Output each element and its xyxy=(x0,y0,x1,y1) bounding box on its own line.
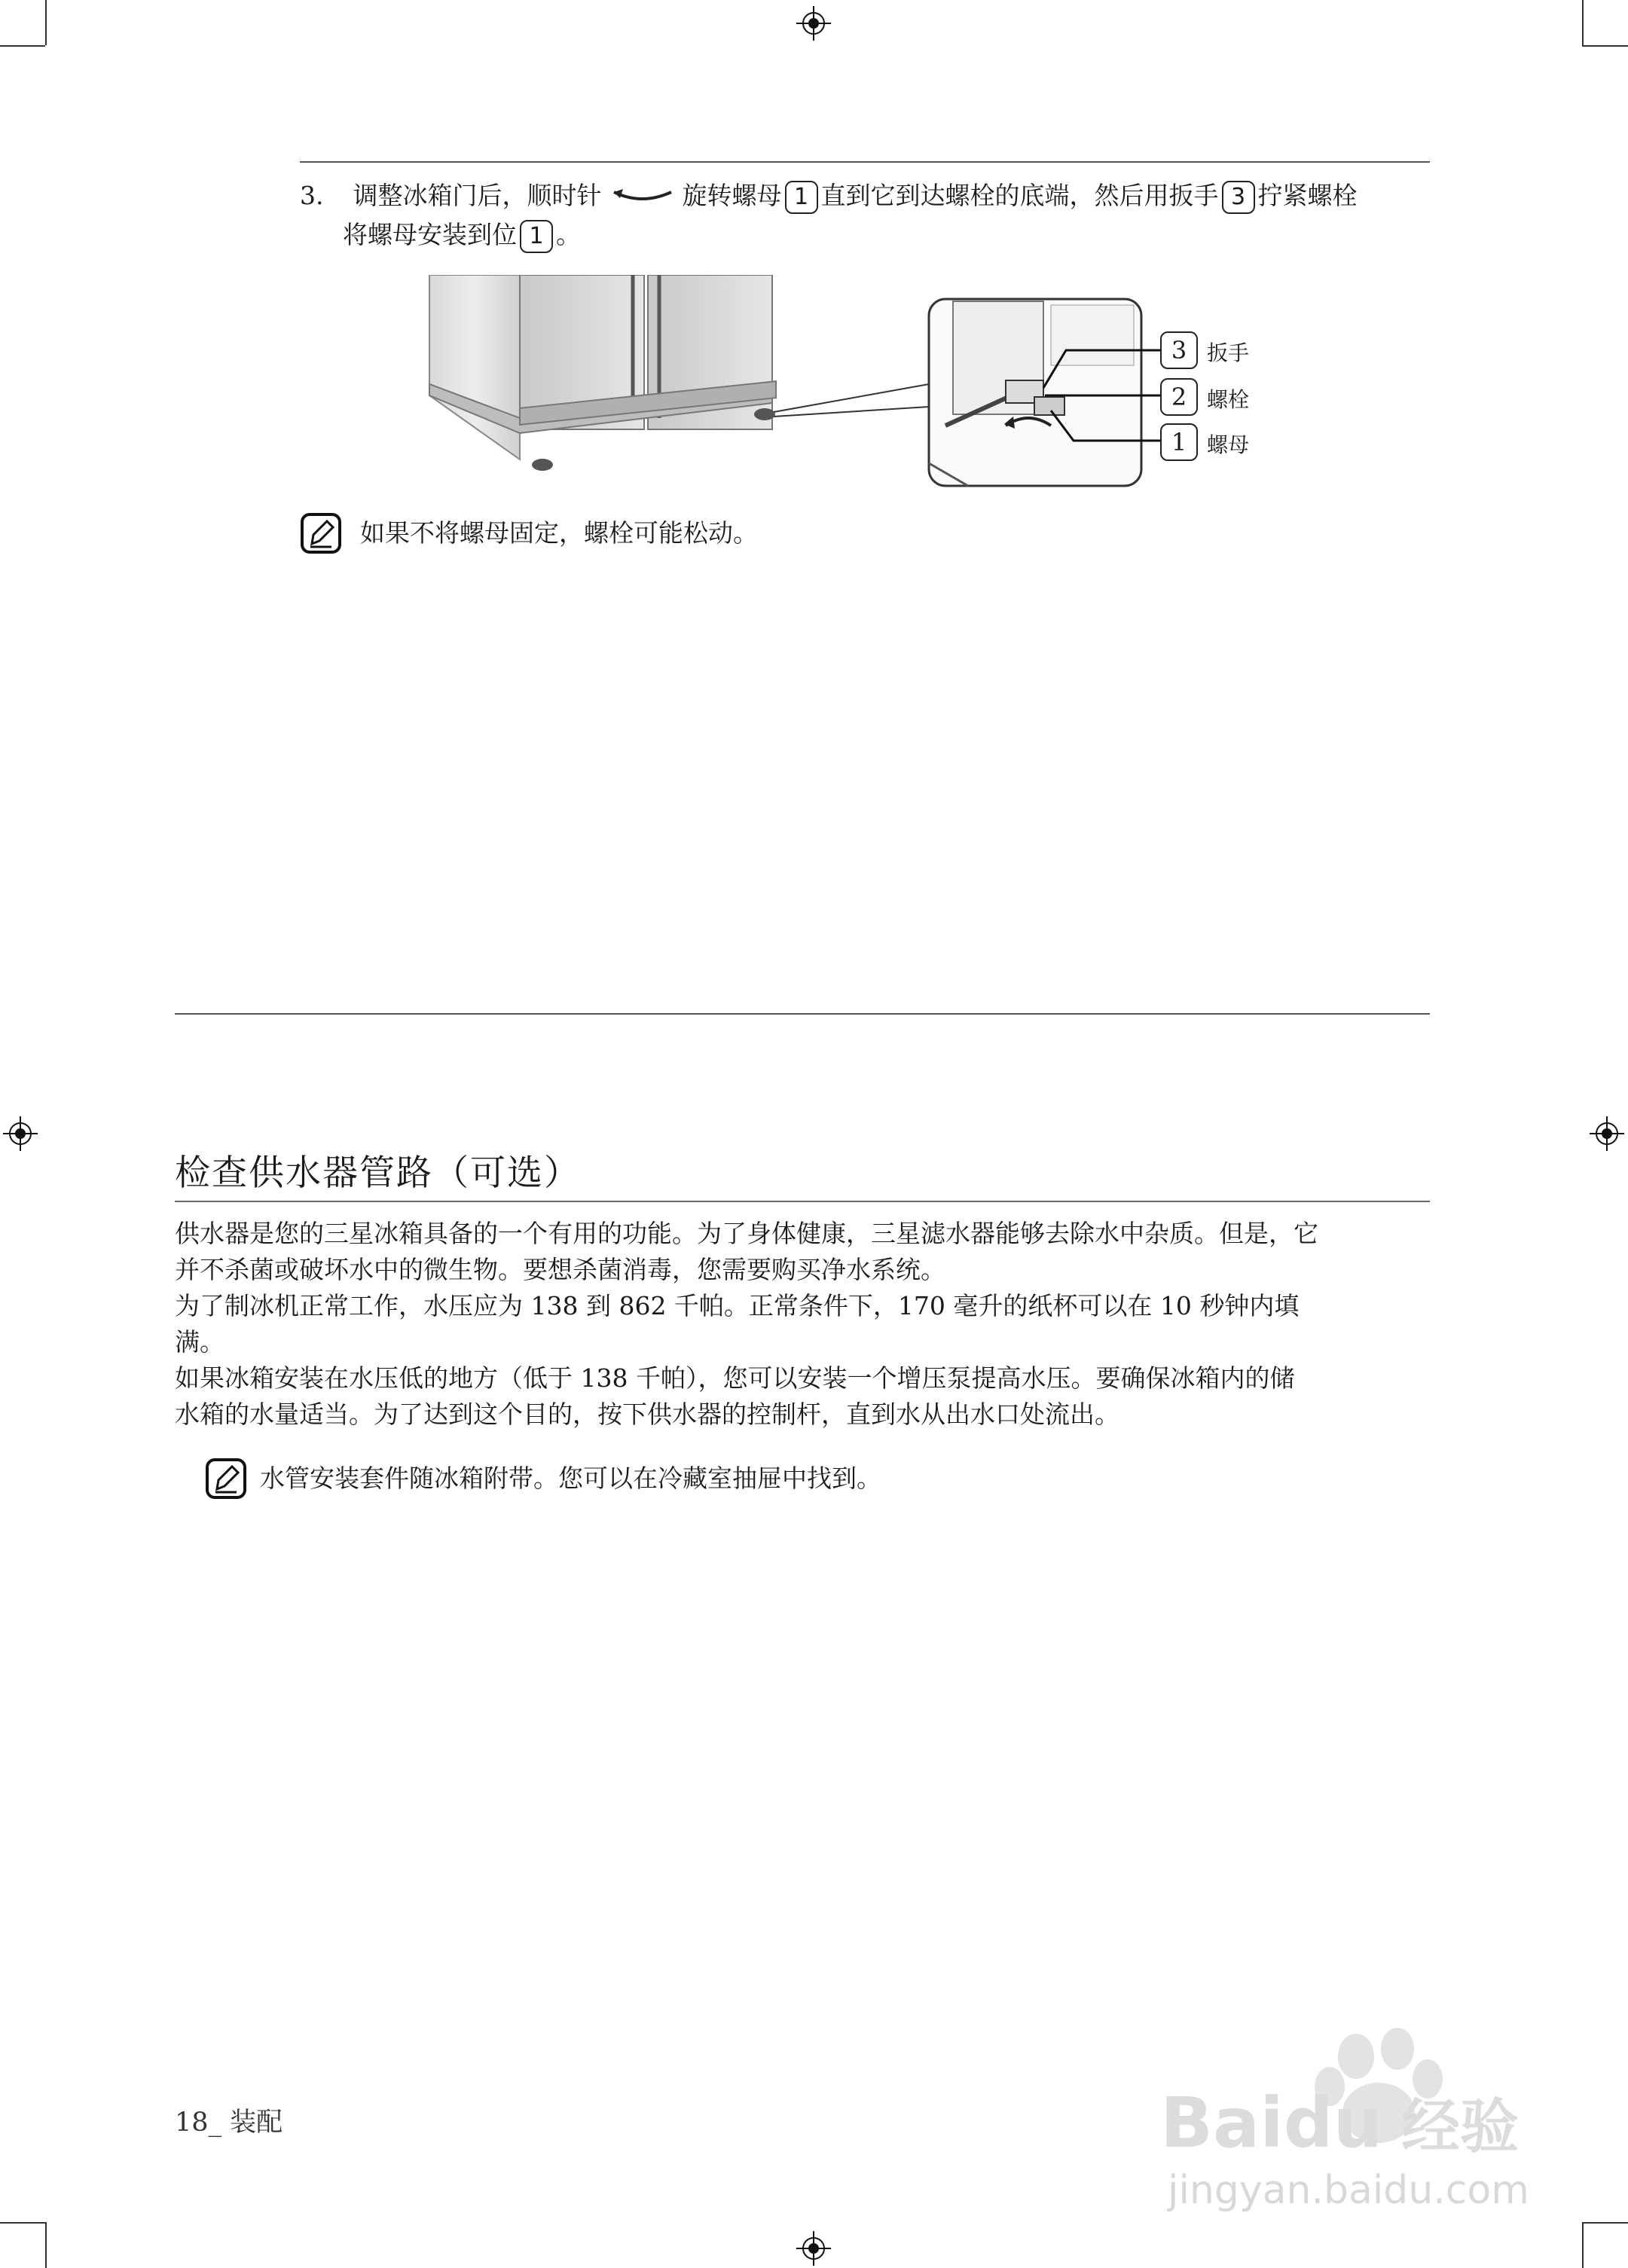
crop-mark xyxy=(45,2222,47,2268)
note-icon xyxy=(300,512,342,554)
callout-number-1: 1 xyxy=(785,181,818,214)
note-text: 如果不将螺母固定，螺栓可能松动。 xyxy=(360,518,758,548)
callout-label-bolt: 螺栓 xyxy=(1207,387,1250,412)
section-title: 检查供水器管路（可选） xyxy=(175,1152,581,1194)
paragraph-line: 并不杀菌或破坏水中的微生物。要想杀菌消毒，您需要购买净水系统。 xyxy=(175,1255,945,1284)
callout-number-1: 1 xyxy=(520,220,553,253)
registration-mark-icon xyxy=(796,2231,831,2266)
page-footer: 18_ 装配 xyxy=(175,2108,283,2138)
note-icon xyxy=(205,1458,247,1500)
section-divider xyxy=(175,1013,1430,1015)
registration-mark-icon xyxy=(1590,1116,1624,1151)
crop-mark xyxy=(45,0,47,45)
clockwise-arrow-icon xyxy=(609,186,674,209)
crop-mark xyxy=(1582,45,1628,47)
callout-label-wrench: 扳手 xyxy=(1207,340,1250,365)
svg-text:Baidu: Baidu xyxy=(1160,2083,1383,2163)
paragraph-line: 水箱的水量适当。为了达到这个目的，按下供水器的控制杆，直到水从出水口处流出。 xyxy=(175,1400,1119,1429)
callout-number: 3 xyxy=(1160,331,1198,369)
svg-text:jingyan.baidu.com: jingyan.baidu.com xyxy=(1168,2168,1529,2213)
svg-text:经验: 经验 xyxy=(1401,2093,1520,2161)
callout-number-3: 3 xyxy=(1222,181,1255,214)
note-text: 水管安装套件随冰箱附带。您可以在冷藏室抽屉中找到。 xyxy=(260,1464,881,1493)
crop-mark xyxy=(1582,2222,1628,2224)
crop-mark xyxy=(1582,0,1584,45)
callout-number: 2 xyxy=(1160,378,1198,416)
section-title-underline xyxy=(175,1201,1430,1202)
baidu-jingyan-watermark xyxy=(1160,2004,1552,2215)
paragraph-line: 如果冰箱安装在水压低的地方（低于 138 千帕），您可以安装一个增压泵提高水压。要确保冰箱内的储 xyxy=(175,1363,1295,1393)
registration-mark-icon xyxy=(796,6,831,41)
paragraph-line: 满。 xyxy=(175,1327,224,1357)
paragraph-line: 为了制冰机正常工作，水压应为 138 到 862 千帕。正常条件下，170 毫升的纸杯可以在 10 秒钟内填 xyxy=(175,1291,1300,1320)
crop-mark xyxy=(1582,2222,1584,2268)
registration-mark-icon xyxy=(3,1116,38,1151)
crop-mark xyxy=(0,2222,45,2224)
step-number: 3. xyxy=(300,181,324,210)
step-3: 3. 调整冰箱门后，顺时针 旋转螺母 1 直到它到达螺栓的底端，然后用扳手 3 拧紧螺栓 xyxy=(300,175,1445,217)
crop-mark xyxy=(0,45,45,47)
callout-label-nut: 螺母 xyxy=(1207,432,1250,457)
step-3-line-2: 将螺母安装到位 1 。 xyxy=(343,214,581,256)
paragraph-line: 供水器是您的三星冰箱具备的一个有用的功能。为了身体健康，三星滤水器能够去除水中杂质。但是，它 xyxy=(175,1219,1318,1248)
refrigerator-leveling-figure xyxy=(426,275,1254,493)
callout-number: 1 xyxy=(1160,423,1198,461)
top-rule xyxy=(300,161,1430,163)
